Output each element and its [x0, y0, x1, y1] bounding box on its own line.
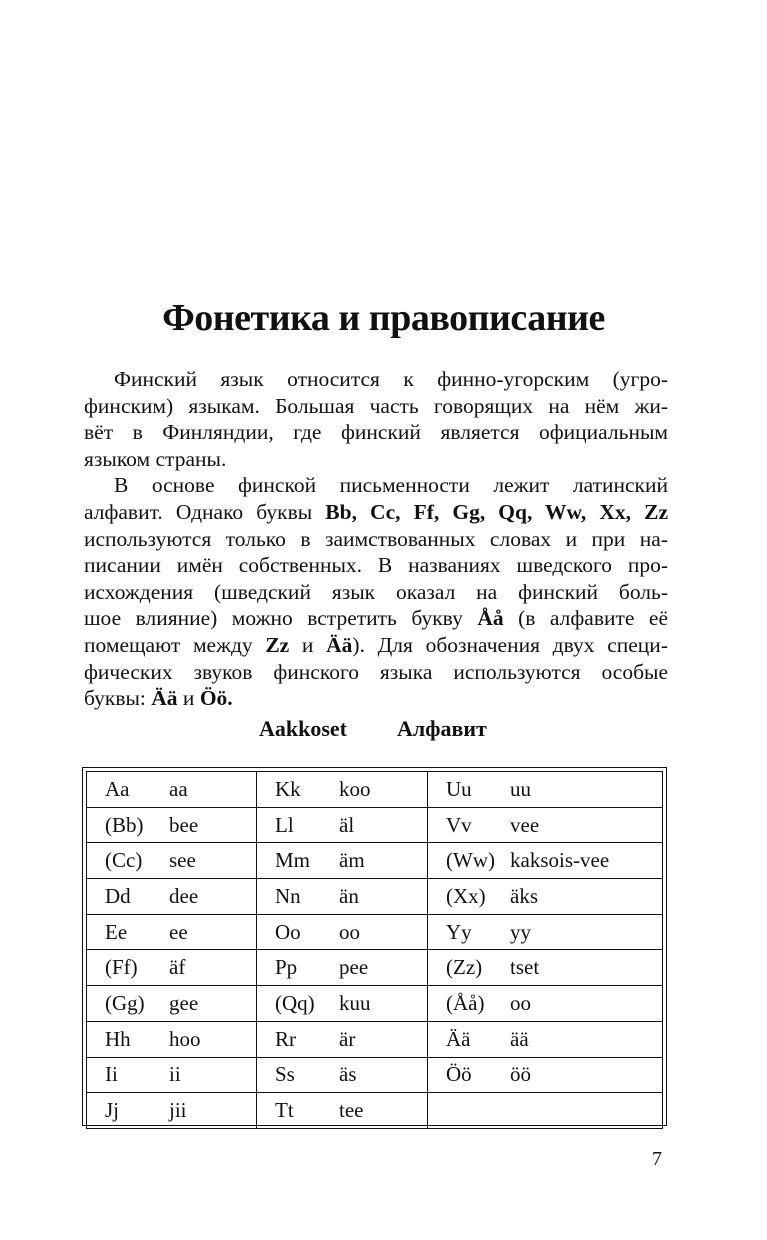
letter-name: uu [510, 776, 531, 801]
letter: Dd [105, 883, 131, 908]
text-run: ). Для обозначения двух специ- [352, 632, 668, 657]
table-row [87, 950, 663, 986]
letter: Tt [275, 1098, 294, 1123]
alphabet-cell [428, 879, 663, 915]
letter-entry [87, 772, 256, 807]
alphabet-cell [257, 914, 428, 950]
letter-name: pee [339, 955, 369, 980]
letter-entry [428, 986, 662, 1021]
letter-entry [428, 1093, 662, 1128]
alphabet-table [86, 771, 663, 1129]
letter-name: tset [510, 955, 540, 980]
bold-letters: Ää [326, 632, 353, 657]
letter-entry [257, 915, 427, 950]
letter: Yy [446, 919, 472, 944]
letter: Ää [446, 1026, 471, 1051]
bold-letters: Zz [265, 632, 290, 657]
bold-letters: Ää [151, 686, 178, 711]
alphabet-cell [87, 986, 257, 1022]
letter: Hh [105, 1026, 131, 1051]
letter: (Xx) [446, 883, 486, 908]
letter: Oo [275, 919, 301, 944]
alphabet-cell [87, 879, 257, 915]
paragraph-2-line-7 [84, 632, 668, 659]
letter: Vv [446, 812, 472, 837]
alphabet-cell [428, 772, 663, 808]
table-row [87, 879, 663, 915]
letter-entry [428, 843, 662, 878]
letter-entry [87, 986, 256, 1021]
letter-entry [257, 1058, 427, 1093]
letter: Ss [275, 1062, 295, 1087]
letter-entry [428, 1058, 662, 1093]
paragraph-2-line-3: используются только в заимствованных словах и при на- [84, 526, 668, 551]
letter-entry [428, 879, 662, 914]
bold-letters: Åå [477, 606, 504, 631]
letter-entry [428, 915, 662, 950]
caption-russian: Алфавит [397, 716, 487, 741]
letter: Jj [105, 1098, 120, 1123]
letter-entry [257, 808, 427, 843]
letter: (Zz) [446, 955, 483, 980]
table-row [87, 843, 663, 879]
bold-letters: Öö. [199, 686, 233, 711]
letter-name: kaksois-vee [510, 848, 610, 873]
alphabet-table-body [87, 772, 663, 1129]
letter: Ee [105, 919, 128, 944]
letter-entry [257, 772, 427, 807]
letter: (Cc) [105, 848, 143, 873]
text-run: буквы: [84, 686, 152, 711]
table-row [87, 772, 663, 808]
letter: Ll [275, 812, 294, 837]
paragraph-2-line-4: писании имён собственных. В названиях шведского про- [84, 553, 668, 578]
letter: Mm [275, 848, 311, 873]
alphabet-cell [428, 986, 663, 1022]
letter: Pp [275, 955, 298, 980]
alphabet-cell [428, 1093, 663, 1129]
letter: (Gg) [105, 990, 145, 1015]
alphabet-cell [87, 1021, 257, 1057]
alphabet-cell [428, 914, 663, 950]
letter-name: tee [339, 1098, 364, 1123]
table-row [87, 914, 663, 950]
letter-name: ee [169, 919, 188, 944]
alphabet-cell [428, 950, 663, 986]
paragraph-2-line-5: исхождения (шведский язык оказал на финский боль- [84, 579, 668, 604]
table-row [87, 1093, 663, 1129]
letter-name: än [339, 883, 359, 908]
letter-entry [257, 1093, 427, 1128]
table-row [87, 1021, 663, 1057]
letter-name: gee [169, 990, 199, 1015]
table-row [87, 986, 663, 1022]
alphabet-cell [428, 843, 663, 879]
text-run: (в алфавите её [503, 606, 668, 631]
text-run: алфавит. Однако буквы [84, 499, 326, 524]
letter: (Qq) [275, 990, 315, 1015]
paragraph-1-line-3: вёт в Финляндии, где финский является официальным [84, 420, 668, 445]
letter: Öö [446, 1062, 472, 1087]
letter-name: see [169, 848, 196, 873]
letter-name: oo [339, 919, 360, 944]
letter-entry [257, 879, 427, 914]
letter-name: yy [510, 919, 531, 944]
letter-entry [87, 1022, 256, 1057]
text-run: шое влияние) можно встретить букву [84, 606, 478, 631]
letter-name: äks [510, 883, 538, 908]
paragraph-2-line-2 [84, 499, 668, 526]
alphabet-cell [257, 986, 428, 1022]
alphabet-cell [257, 772, 428, 808]
letter-entry [428, 950, 662, 985]
letter: (Åå) [446, 990, 485, 1015]
paragraph-2-line-9 [84, 685, 668, 712]
letter: Uu [446, 776, 472, 801]
alphabet-cell [87, 843, 257, 879]
alphabet-cell [428, 1057, 663, 1093]
letter-name: kuu [339, 990, 371, 1015]
letter-entry [257, 986, 427, 1021]
letter-name: hoo [169, 1026, 201, 1051]
alphabet-cell [257, 807, 428, 843]
text-run: помещают между [84, 632, 266, 657]
alphabet-cell [428, 1021, 663, 1057]
paragraph-2-line-6 [84, 605, 668, 632]
letter-entry [87, 808, 256, 843]
body-text [84, 366, 668, 712]
letter-entry [257, 1022, 427, 1057]
alphabet-cell [87, 772, 257, 808]
alphabet-cell [87, 1093, 257, 1129]
letter-name: äs [339, 1062, 357, 1087]
page-title: Фонетика и правописание [162, 297, 605, 339]
letter: (Ww) [446, 848, 495, 873]
letter-entry [87, 950, 256, 985]
letter-name: aa [169, 776, 188, 801]
letter-entry [257, 843, 427, 878]
letter-name: äl [339, 812, 355, 837]
alphabet-cell [428, 807, 663, 843]
alphabet-cell [87, 807, 257, 843]
alphabet-cell [257, 1021, 428, 1057]
table-row [87, 1057, 663, 1093]
alphabet-cell [257, 950, 428, 986]
letter: Nn [275, 883, 301, 908]
text-run: и [289, 632, 327, 657]
letter-entry [428, 1022, 662, 1057]
letter-name: äf [169, 955, 186, 980]
letter-entry [257, 950, 427, 985]
letter-entry [428, 772, 662, 807]
paragraph-1-line-2: финским) языкам. Большая часть говорящих на нём жи- [84, 393, 668, 418]
letter-name: oo [510, 990, 531, 1015]
letter: (Ff) [105, 955, 138, 980]
paragraph-1-line-4: языком страны. [84, 446, 227, 471]
letter-entry [87, 843, 256, 878]
letter-entry [87, 1058, 256, 1093]
letter: Kk [275, 776, 301, 801]
alphabet-table-frame [82, 767, 667, 1126]
letter-name: ää [510, 1026, 529, 1051]
table-row [87, 807, 663, 843]
letter-entry [87, 879, 256, 914]
letter-name: koo [339, 776, 371, 801]
text-run: и [177, 686, 200, 711]
letter-name: öö [510, 1062, 531, 1087]
bold-letters: Bb, Cc, Ff, Gg, Qq, Ww, Xx, Zz [325, 499, 668, 524]
alphabet-cell [87, 1057, 257, 1093]
paragraph-2-line-8: фических звуков финского языка используются особые [84, 659, 668, 684]
alphabet-cell [257, 1093, 428, 1129]
letter-name: vee [510, 812, 540, 837]
letter-entry [428, 808, 662, 843]
letter-entry [87, 1093, 256, 1128]
letter-name: bee [169, 812, 199, 837]
alphabet-cell [87, 914, 257, 950]
letter: Rr [275, 1026, 296, 1051]
letter-name: är [339, 1026, 356, 1051]
paragraph-1-line-1: Финский язык относится к финно-угорским (угро- [114, 367, 668, 391]
alphabet-cell [257, 879, 428, 915]
letter-name: ii [169, 1062, 181, 1087]
letter-name: dee [169, 883, 199, 908]
letter-name: äm [339, 848, 365, 873]
alphabet-cell [257, 843, 428, 879]
alphabet-cell [87, 950, 257, 986]
alphabet-cell [257, 1057, 428, 1093]
letter-name: jii [169, 1098, 187, 1123]
letter: Ii [105, 1062, 118, 1087]
letter-entry [87, 915, 256, 950]
caption-finnish: Aakkoset [259, 716, 348, 741]
letter: Aa [105, 776, 130, 801]
page-number: 7 [652, 1148, 662, 1170]
paragraph-2-line-1: В основе финской письменности лежит латинский [114, 473, 668, 498]
letter: (Bb) [105, 812, 144, 837]
